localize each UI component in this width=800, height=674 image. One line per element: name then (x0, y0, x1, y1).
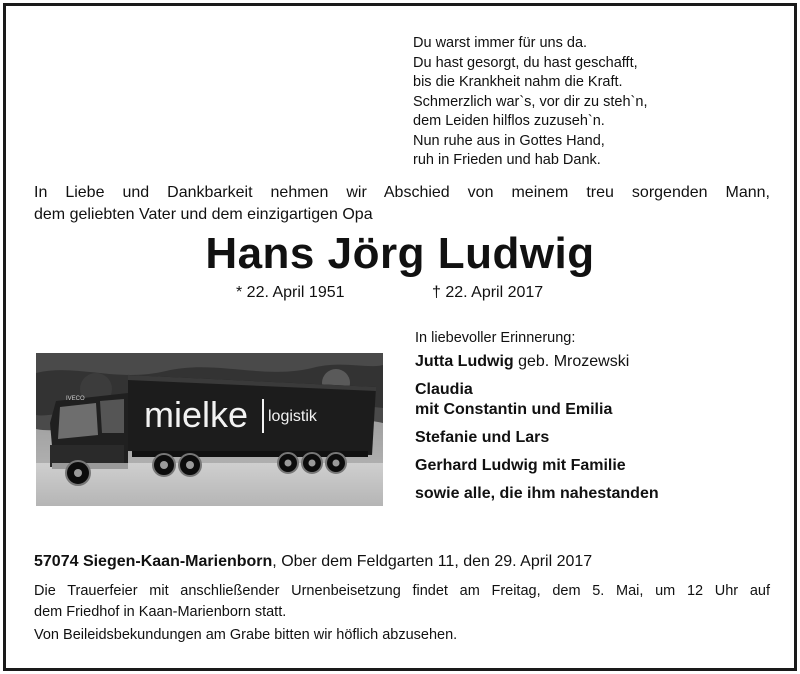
mourner (415, 484, 659, 504)
place: 57074 Siegen-Kaan-Marienborn (34, 553, 273, 570)
mourner-name: Jutta Ludwig (415, 353, 514, 370)
mourner (415, 352, 659, 372)
poem-line: bis die Krankheit nahm die Kraft. (413, 74, 623, 90)
cab-badge: IVECO (66, 396, 85, 402)
mourners-list (415, 352, 659, 512)
farewell-intro (34, 182, 770, 226)
condolence-note: Von Beileidsbekundungen am Grabe bitten wir höflich abzusehen. (34, 627, 458, 643)
funeral-service-notice (34, 581, 770, 623)
poem-line: dem Leiden hilflos zuzuseh`n. (413, 113, 605, 129)
trailer-brand: mielke (144, 394, 249, 435)
trailer-sub: logistik (268, 408, 317, 425)
poem-line: Du warst immer für uns da. (413, 35, 588, 51)
mourner-name: Gerhard Ludwig mit Familie (415, 457, 626, 474)
service-line: Die Trauerfeier mit anschließender Urnenbeisetzung findet am Freitag, dem 5. Mai, um 12 Uhr auf (34, 583, 770, 599)
birth-date: * 22. April 1951 (236, 284, 345, 301)
poem-line: Schmerzlich war`s, vor dir zu steh`n, (413, 93, 648, 110)
intro-line: dem geliebten Vater und dem einzigartigen Opa (34, 206, 373, 223)
poem-line: Nun ruhe aus in Gottes Hand, (413, 132, 605, 149)
poem-line: Du hast gesorgt, du hast geschafft, (413, 54, 638, 71)
mourner-name: Stefanie und Lars (415, 429, 550, 446)
poem-line: ruh in Frieden und hab Dank. (413, 152, 601, 168)
intro-line: In Liebe und Dankbarkeit nehmen wir Abschied von meinem treu sorgenden Mann, (34, 184, 770, 201)
mourner (415, 380, 659, 420)
death-date: † 22. April 2017 (432, 284, 544, 301)
memory-label: In liebevoller Erinnerung: (415, 330, 576, 346)
mourner (415, 456, 659, 476)
mourner-family: mit Constantin und Emilia (415, 401, 613, 418)
truck-photo (36, 353, 383, 506)
poem (413, 34, 647, 171)
deceased-name: Hans Jörg Ludwig (205, 229, 595, 278)
mourner-maiden-name: geb. Mrozewski (513, 353, 630, 370)
mourner (415, 428, 659, 448)
mourner-name: Claudia (415, 381, 473, 398)
place-and-date (34, 553, 592, 571)
mourner-closing: sowie alle, die ihm nahestanden (415, 485, 659, 502)
service-line: dem Friedhof in Kaan-Marienborn statt. (34, 604, 287, 620)
address-date: , Ober dem Feldgarten 11, den 29. April 2017 (272, 553, 593, 570)
